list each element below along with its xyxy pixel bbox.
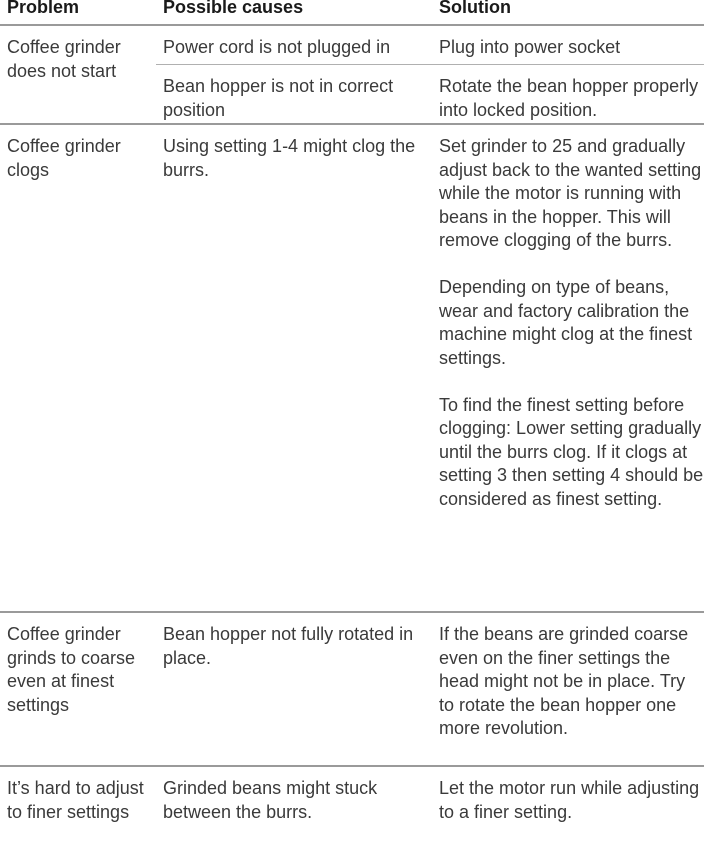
table-row xyxy=(0,767,704,824)
cause-list xyxy=(156,613,704,765)
solution-cell xyxy=(431,36,704,64)
solution-cell xyxy=(431,75,704,122)
cause-row xyxy=(156,125,704,511)
problem-cell: Coffee grinder clogs xyxy=(7,136,121,180)
problem-cell: Coffee grinder grinds to coarse even at finest settings xyxy=(7,624,136,715)
table-row xyxy=(0,613,704,767)
header-solution: Solution xyxy=(439,0,511,17)
cause-cell: Using setting 1-4 might clog the burrs. xyxy=(163,136,416,180)
cause-list xyxy=(156,767,704,824)
solution-text: To find the finest setting before clogging: Lower setting gradually until the burrs clog. If it clogs at setting 3 then setting 4 should be considered as finest setting. xyxy=(439,394,704,509)
header-problem: Problem xyxy=(7,0,80,17)
cause-row xyxy=(156,26,704,64)
solution-cell xyxy=(431,623,704,741)
solution-cell xyxy=(431,777,704,824)
cause-cell: Grinded beans might stuck between the burrs. xyxy=(163,778,378,822)
cause-cell: Bean hopper is not in correct position xyxy=(163,76,394,120)
cause-row xyxy=(156,64,704,122)
solution-text: Rotate the bean hopper properly into locked position. xyxy=(439,76,699,120)
solution-text: If the beans are grinded coarse even on the finer settings the head might not be in place. Try to rotate the bean hopper one more revolution. xyxy=(439,624,689,738)
table-header xyxy=(0,0,704,26)
cause-row xyxy=(156,613,704,741)
problem-cell: It’s hard to adjust to finer settings xyxy=(7,778,144,822)
solution-text: Let the motor run while adjusting to a finer setting. xyxy=(439,778,700,822)
cause-list xyxy=(156,26,704,123)
solution-text: Depending on type of beans, wear and factory calibration the machine might clog at the finest settings. xyxy=(439,277,693,368)
problem-cell: Coffee grinder does not start xyxy=(7,37,121,81)
cause-list xyxy=(156,125,704,611)
solution-text: Plug into power socket xyxy=(439,37,621,57)
table-row xyxy=(0,26,704,125)
cause-row xyxy=(156,767,704,824)
table-row xyxy=(0,125,704,613)
solution-cell xyxy=(431,135,704,511)
header-possible-causes: Possible causes xyxy=(163,0,304,17)
solution-text: Set grinder to 25 and gradually adjust back to the wanted setting while the motor is running with beans in the hopper. This will remove clogging of the burrs. xyxy=(439,136,702,250)
cause-cell: Power cord is not plugged in xyxy=(163,37,391,57)
cause-cell: Bean hopper not fully rotated in place. xyxy=(163,624,414,668)
